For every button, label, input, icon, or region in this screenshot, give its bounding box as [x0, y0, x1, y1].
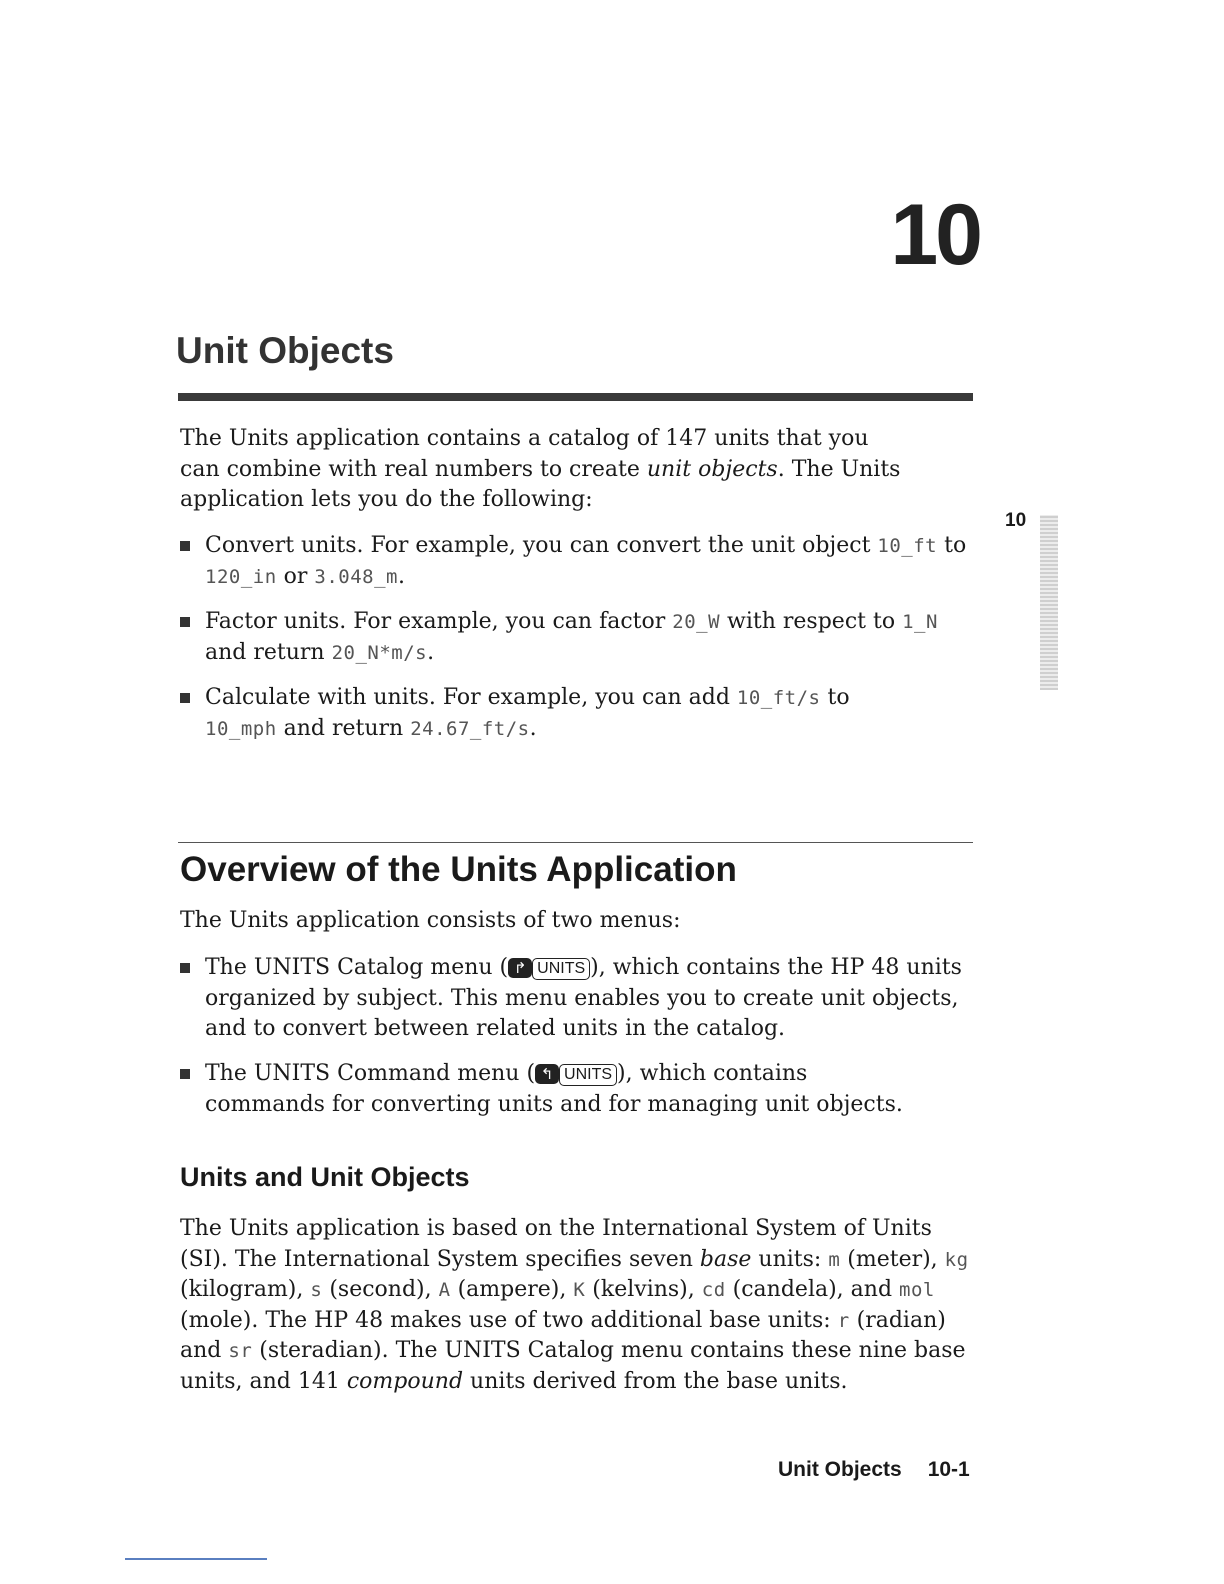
- list-item: [180, 1059, 910, 1120]
- para-text: (kelvins),: [585, 1277, 702, 1302]
- chapter-title: Unit Objects: [176, 330, 394, 371]
- bullet-text: to: [820, 685, 850, 710]
- left-shift-key-icon: ↰: [535, 1064, 559, 1084]
- code-example: 24.67_ft/s: [410, 717, 530, 740]
- page-footer: [778, 1458, 970, 1482]
- title-rule: [178, 393, 973, 401]
- bullet-icon: [180, 963, 190, 973]
- bullet-text: to: [937, 533, 967, 558]
- para-text: (meter),: [840, 1246, 945, 1272]
- chapter-number: 10: [890, 187, 980, 283]
- intro-text: The Units application contains a catalog of 147 units that you can combine with real numbers to create: [180, 426, 869, 482]
- units-key: UNITS: [532, 958, 590, 980]
- unit-symbol: sr: [228, 1340, 253, 1362]
- para-text: units derived from the base units.: [463, 1368, 848, 1394]
- para-emphasis: compound: [346, 1368, 464, 1394]
- subsection-title: Units and Unit Objects: [180, 1162, 470, 1192]
- para-text: units:: [751, 1246, 829, 1272]
- section-intro: The Units application consists of two menus:: [180, 908, 681, 933]
- unit-symbol: A: [438, 1279, 451, 1301]
- code-example: 10_ft/s: [736, 687, 821, 709]
- bullet-text: .: [529, 715, 537, 741]
- bullet-text: The UNITS Command menu (: [205, 1061, 536, 1086]
- para-text: (mole). The HP 48 makes use of two additional base units:: [180, 1307, 838, 1333]
- list-item: [180, 953, 970, 1045]
- unit-symbol: kg: [944, 1248, 969, 1271]
- subsection-paragraph: [180, 1214, 975, 1397]
- bullet-text: Convert units. For example, you can convert the unit object: [205, 533, 878, 558]
- para-text: (candela), and: [725, 1277, 900, 1302]
- code-example: 1_N: [902, 611, 938, 633]
- side-tab-bar: [1040, 515, 1058, 690]
- list-item: [180, 607, 970, 668]
- para-text: (radian) and: [180, 1307, 946, 1363]
- bullet-icon: [180, 617, 190, 627]
- unit-symbol: mol: [899, 1279, 935, 1301]
- side-tab-label: 10: [1005, 510, 1027, 531]
- units-key: UNITS: [559, 1064, 617, 1086]
- code-example: 10_mph: [205, 717, 277, 740]
- para-text: (steradian). The UNITS Catalog menu contains these nine base units, and 141: [180, 1338, 966, 1394]
- bullet-icon: [180, 693, 190, 703]
- bullet-icon: [180, 1069, 190, 1079]
- page-number: 10-1: [927, 1458, 970, 1481]
- bullet-text: or: [276, 563, 315, 589]
- code-example: 20_W: [672, 611, 721, 633]
- code-example: 10_ft: [877, 535, 938, 557]
- unit-symbol: K: [573, 1279, 586, 1301]
- bullet-text: and return: [205, 639, 332, 665]
- bullet-text: .: [427, 639, 435, 665]
- section-title: Overview of the Units Application: [180, 850, 737, 889]
- intro-emphasis: unit objects: [646, 456, 778, 482]
- bullet-icon: [180, 541, 190, 551]
- unit-symbol: cd: [701, 1279, 726, 1301]
- scan-edge-line: [125, 1558, 267, 1560]
- unit-symbol: r: [837, 1309, 850, 1332]
- bullet-text: ), which contains the HP 48 units organized by subject. This menu enables you to create unit objects, and to convert between related units in the catalog.: [205, 955, 962, 1041]
- code-example: 120_in: [205, 565, 277, 588]
- right-shift-key-icon: ↱: [508, 958, 532, 978]
- list-item: [180, 531, 970, 592]
- bullet-text: The UNITS Catalog menu (: [205, 955, 509, 980]
- unit-symbol: m: [828, 1248, 841, 1271]
- bullet-text: .: [397, 563, 405, 589]
- code-example: 20_N*m/s: [331, 641, 428, 664]
- unit-symbol: s: [310, 1279, 323, 1301]
- list-item: [180, 683, 910, 744]
- intro-paragraph: [180, 424, 910, 516]
- bullet-text: with respect to: [720, 609, 903, 634]
- para-emphasis: base: [699, 1246, 752, 1272]
- bullet-text: ), which contains commands for converting units and for managing unit objects.: [205, 1061, 903, 1117]
- intro-text-end: . The Units application lets you do the following:: [180, 456, 901, 512]
- para-text: (kilogram),: [180, 1277, 311, 1302]
- bullet-text: Factor units. For example, you can factor: [205, 609, 673, 634]
- para-text: (ampere),: [450, 1277, 574, 1302]
- section-rule: [178, 842, 973, 843]
- para-text: The Units application is based on the International System of Units (SI). The International System specifies seven: [180, 1216, 932, 1272]
- code-example: 3.048_m: [314, 565, 398, 588]
- bullet-text: Calculate with units. For example, you can add: [205, 685, 737, 710]
- para-text: (second),: [322, 1277, 439, 1302]
- footer-title: Unit Objects: [778, 1458, 902, 1481]
- bullet-text: and return: [276, 715, 411, 741]
